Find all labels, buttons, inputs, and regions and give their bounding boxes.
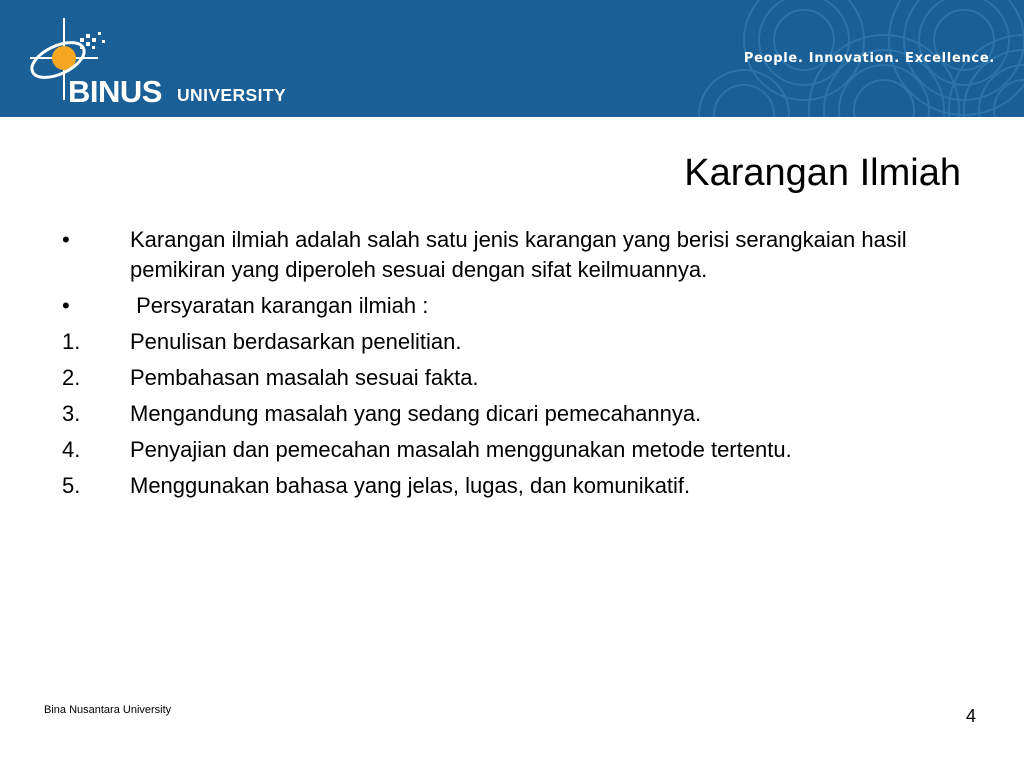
- list-marker: •: [62, 293, 70, 318]
- list-item-text: Persyaratan karangan ilmiah :: [130, 293, 429, 318]
- list-marker: 2.: [62, 365, 81, 390]
- tagline: People. Innovation. Excellence.: [743, 51, 995, 66]
- list-item-text: Pembahasan masalah sesuai fakta.: [130, 365, 479, 390]
- list-item: [62, 399, 942, 429]
- list-item: [62, 225, 942, 285]
- page-number: 4: [965, 706, 976, 726]
- logo-wordmark: BINUS: [68, 74, 162, 109]
- list-marker: 4.: [62, 437, 81, 462]
- list-item: [62, 291, 942, 321]
- list-marker: 5.: [62, 473, 81, 498]
- slide-title: Karangan Ilmiah: [684, 152, 961, 194]
- list-item-text: Penyajian dan pemecahan masalah menggunakan metode tertentu.: [130, 437, 792, 462]
- binus-logo: [18, 14, 308, 109]
- footer-institution: Bina Nusantara University: [44, 704, 172, 716]
- list-item-text: Penulisan berdasarkan penelitian.: [130, 329, 462, 354]
- list-marker: 3.: [62, 401, 81, 426]
- header-banner: [0, 0, 1024, 117]
- list-marker: •: [62, 227, 70, 252]
- list-item: [62, 435, 942, 465]
- slide-body: [62, 225, 942, 507]
- list-item-text: Mengandung masalah yang sedang dicari pemecahannya.: [130, 401, 702, 426]
- list-item: [62, 363, 942, 393]
- list-item: [62, 327, 942, 357]
- list-marker: 1.: [62, 329, 81, 354]
- list-item-text: Menggunakan bahasa yang jelas, lugas, dan komunikatif.: [130, 473, 691, 498]
- list-item: [62, 471, 942, 501]
- logo-wordmark-university: UNIVERSITY: [177, 85, 287, 105]
- list-item-text: Karangan ilmiah adalah salah satu jenis karangan yang berisi serangkaian hasil pemikiran yang diperoleh sesuai dengan sifat keilmuannya.: [130, 227, 907, 282]
